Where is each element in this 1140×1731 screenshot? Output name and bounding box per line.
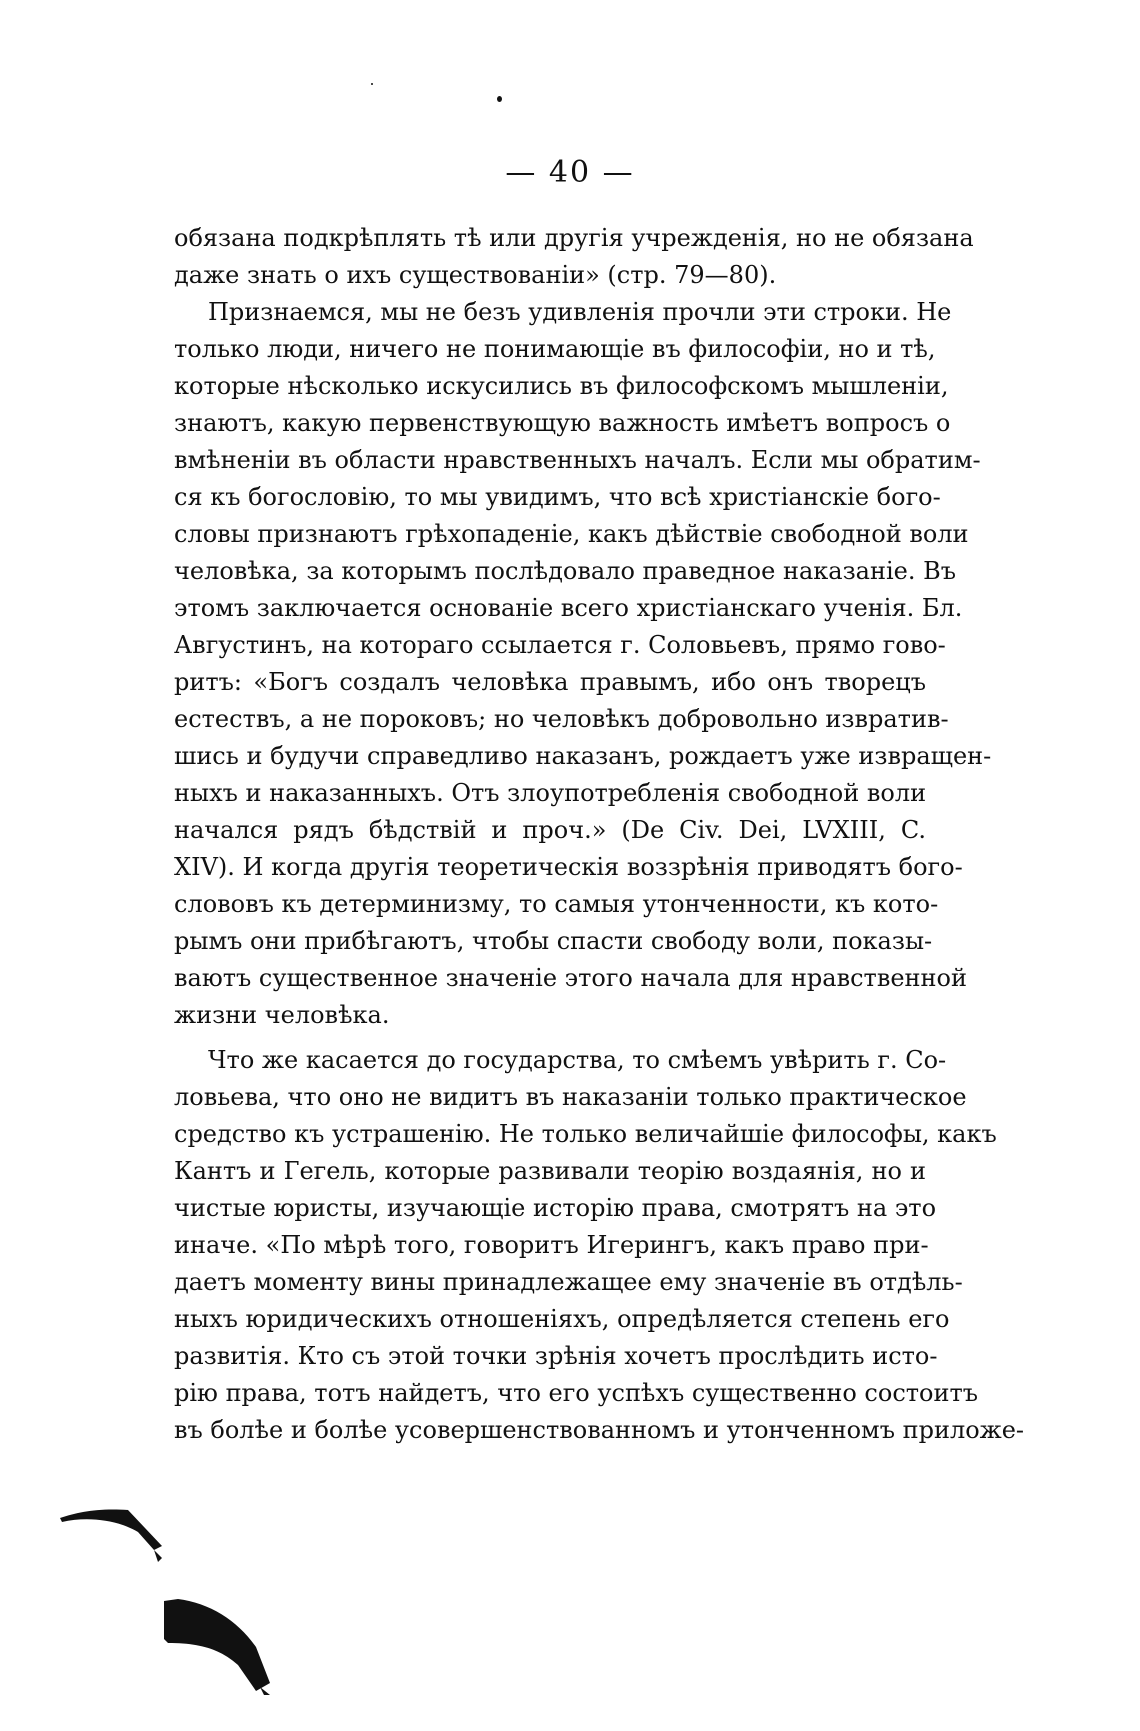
text-line: начался рядъ бѣдствій и проч.» (De Civ. Dei, LVXIII, C. <box>174 816 926 844</box>
text-line: Кантъ и Гегель, которые развивали теорію воздаянія, но и <box>174 1157 926 1185</box>
paragraph-gap <box>174 1034 926 1042</box>
text-line: даже знать о ихъ существованіи» (стр. 79—80). <box>174 261 777 289</box>
text-line: ся къ богословію, то мы увидимъ, что всѣ христіанскіе бого- <box>174 483 941 511</box>
ink-blot-lower <box>160 1595 280 1695</box>
text-line: ныхъ и наказанныхъ. Отъ злоупотребленія свободной воли <box>174 779 927 807</box>
text-line: только люди, ничего не понимающіе въ философіи, но и тѣ, <box>174 335 936 363</box>
paragraph <box>174 294 992 1034</box>
text-line: естествъ, а не пороковъ; но человѣкъ добровольно извратив- <box>174 705 949 733</box>
paragraph <box>174 220 974 294</box>
ink-speck <box>371 83 373 85</box>
ink-blot-upper <box>58 1500 168 1570</box>
text-line: слововъ къ детерминизму, то самыя утонченности, къ кото- <box>174 890 939 918</box>
text-line: ритъ: «Богъ создалъ человѣка правымъ, ибо онъ творецъ <box>174 668 926 696</box>
text-line: даетъ моменту вины принадлежащее ему значеніе въ отдѣль- <box>174 1268 963 1296</box>
text-line: средство къ устрашенію. Не только величайшіе философы, какъ <box>174 1120 997 1148</box>
text-line: въ болѣе и болѣе усовершенствованномъ и утонченномъ приложе- <box>174 1416 1025 1444</box>
text-line: жизни человѣка. <box>174 1001 390 1029</box>
text-line: иначе. «По мѣрѣ того, говоритъ Игерингъ, какъ право при- <box>174 1231 929 1259</box>
page-text <box>174 220 1025 1449</box>
text-line: развитія. Кто съ этой точки зрѣнія хочетъ прослѣдить исто- <box>174 1342 938 1370</box>
page-number: — 40 — <box>505 155 635 190</box>
text-line: которые нѣсколько искусились въ философскомъ мышленіи, <box>174 372 949 400</box>
text-line: Признаемся, мы не безъ удивленія прочли эти строки. Не <box>208 298 952 326</box>
ink-speck <box>497 96 502 102</box>
text-line: этомъ заключается основаніе всего христіанскаго ученія. Бл. <box>174 594 963 622</box>
text-line: обязана подкрѣплять тѣ или другія учрежденія, но не обязана <box>174 224 974 252</box>
text-line: XIV). И когда другія теоретическія воззрѣнія приводятъ бого- <box>174 853 963 881</box>
text-line: ныхъ юридическихъ отношеніяхъ, опредѣляется степень его <box>174 1305 950 1333</box>
text-line: знаютъ, какую первенствующую важность имѣетъ вопросъ о <box>174 409 951 437</box>
text-line: рымъ они прибѣгаютъ, чтобы спасти свободу воли, показы- <box>174 927 933 955</box>
text-line: шись и будучи справедливо наказанъ, рождаетъ уже извращен- <box>174 742 992 770</box>
paragraph <box>174 1042 1025 1449</box>
text-line: словы признаютъ грѣхопаденіе, какъ дѣйствіе свободной воли <box>174 520 969 548</box>
text-line: ловьева, что оно не видитъ въ наказаніи только практическое <box>174 1083 967 1111</box>
text-line: человѣка, за которымъ послѣдовало праведное наказаніе. Въ <box>174 557 957 585</box>
text-line: Что же касается до государства, то смѣемъ увѣрить г. Со- <box>208 1046 947 1074</box>
text-line: чистые юристы, изучающіе исторію права, смотрятъ на это <box>174 1194 937 1222</box>
text-line: рію права, тотъ найдетъ, что его успѣхъ существенно состоитъ <box>174 1379 979 1407</box>
text-line: ваютъ существенное значеніе этого начала для нравственной <box>174 964 967 992</box>
text-line: Августинъ, на котораго ссылается г. Соловьевъ, прямо гово- <box>174 631 946 659</box>
text-line: вмѣненіи въ области нравственныхъ началъ. Если мы обратим- <box>174 446 981 474</box>
